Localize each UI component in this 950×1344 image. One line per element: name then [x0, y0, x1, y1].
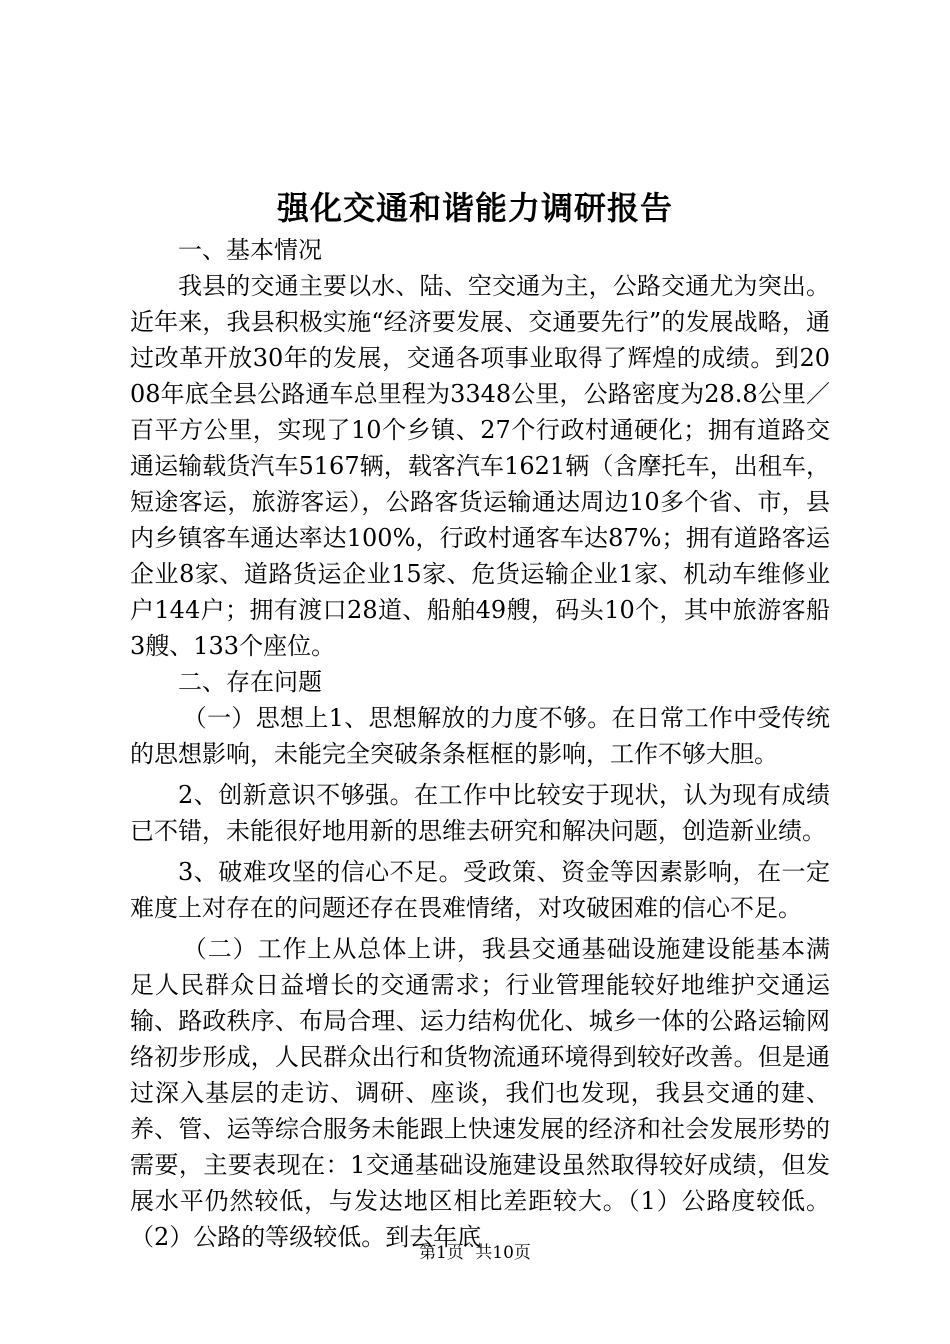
document-title: 强化交通和谐能力调研报告: [276, 189, 673, 227]
page-footer: 第1页 共10页: [419, 1243, 531, 1263]
section-heading-problems: 二、存在问题: [178, 668, 322, 696]
paragraph-work: （二）工作上从总体上讲，我县交通基础设施建设能基本满足人民群众日益增长的交通需求；行业管理能较好地维护交通运输、路政秩序、布局合理、运力结构优化、城乡一体的公路运输网络初步形成，人民群众出行和货物流通环境得到较好改善。但是通过深入基层的走访、调研、座谈，我们也发现，我县交通的建、养、管、运等综合服务未能跟上快速发展的经济和社会发展形势的需要，主要表现在：1交通基础设施建设虽然取得较好成绩，但发展水平仍然较低，与发达地区相比差距较大。（1）公路度较低。（2）公路的等级较低。到去年底: [130, 935, 830, 1251]
paragraph-thinking-3: 3、破难攻坚的信心不足。受政策、资金等因素影响，在一定难度上对存在的问题还存在畏难情绪，对攻破困难的信心不足。: [130, 858, 830, 922]
section-heading-basic-situation: 一、基本情况: [178, 236, 322, 264]
paragraph-thinking-2: 2、创新意识不够强。在工作中比较安于现状，认为现有成绩已不错，未能很好地用新的思维去研究和解决问题，创造新业绩。: [130, 781, 830, 845]
paragraph-basic-situation: 我县的交通主要以水、陆、空交通为主，公路交通尤为突出。近年来，我县积极实施“经济要发展、交通要先行”的发展战略，通过改革开放30年的发展，交通各项事业取得了辉煌的成绩。到2008年底全县公路通车总里程为3348公里，公路密度为28.8公里／百平方公里，实现了10个乡镇、27个行政村通硬化；拥有道路交通运输载货汽车5167辆，载客汽车1621辆（含摩托车，出租车，短途客运，旅游客运），公路客货运输通达周边10多个省、市，县内乡镇客车通达率达100%，行政村通客车达87%；拥有道路客运企业8家、道路货运企业15家、危货运输企业1家、机动车维修业户144户；拥有渡口28道、船舶49艘，码头10个，其中旅游客船3艘、133个座位。: [130, 272, 830, 660]
document-body: [130, 232, 830, 1255]
paragraph-thinking-1: （一）思想上1、思想解放的力度不够。在日常工作中受传统的思想影响，未能完全突破条条框框的影响，工作不够大胆。: [130, 704, 830, 768]
